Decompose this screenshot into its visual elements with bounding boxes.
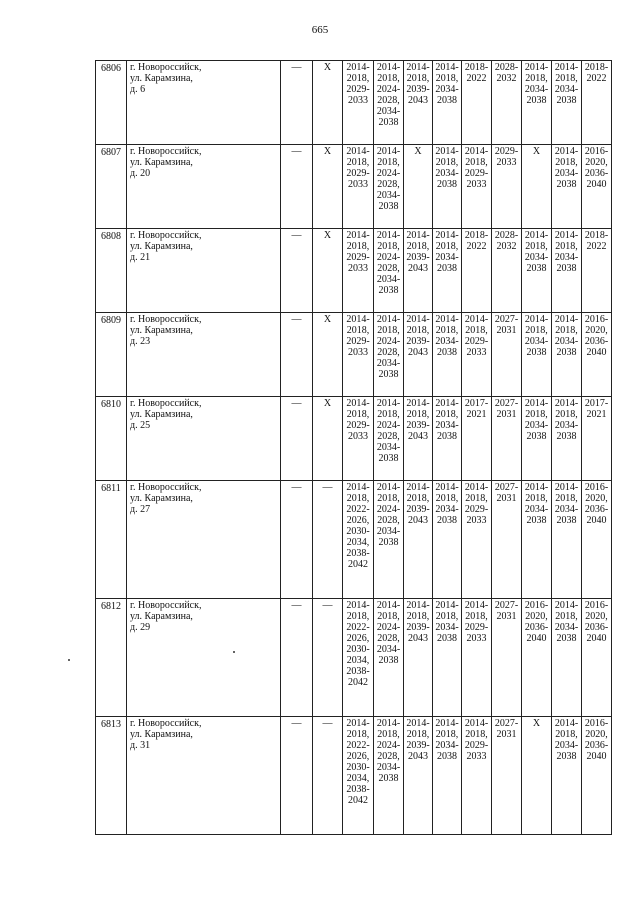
period-cell: 2014- 2018, 2029- 2033 [343, 313, 374, 397]
table-row [96, 599, 612, 717]
page-number: 665 [311, 24, 329, 36]
table-row [96, 717, 612, 835]
marker-cell: — [281, 145, 313, 229]
row-number: 6813 [96, 717, 127, 835]
address-cell: г. Новороссийск, ул. Карамзина, д. 29 [127, 599, 281, 717]
table-row [96, 61, 612, 145]
period-cell: 2014- 2018, 2024- 2028, 2034- 2038 [374, 61, 404, 145]
period-cell: 2014- 2018, 2024- 2028, 2034- 2038 [374, 397, 404, 481]
period-cell: 2014- 2018, 2029- 2033 [343, 229, 374, 313]
period-cell: 2014- 2018, 2034- 2038 [552, 313, 582, 397]
marker-cell: — [281, 313, 313, 397]
table-row [96, 229, 612, 313]
period-cell: X [404, 145, 433, 229]
period-cell: 2014- 2018, 2034- 2038 [433, 313, 462, 397]
period-cell: 2014- 2018, 2029- 2033 [462, 481, 492, 599]
period-cell: 2014- 2018, 2034- 2038 [522, 229, 552, 313]
period-cell: 2014- 2018, 2022- 2026, 2030- 2034, 2038- 2042 [343, 717, 374, 835]
period-cell: 2018- 2022 [462, 229, 492, 313]
address-cell: г. Новороссийск, ул. Карамзина, д. 27 [127, 481, 281, 599]
period-cell: 2016- 2020, 2036- 2040 [582, 599, 612, 717]
period-cell: 2014- 2018, 2039- 2043 [404, 313, 433, 397]
period-cell: 2014- 2018, 2034- 2038 [433, 717, 462, 835]
period-cell: 2016- 2020, 2036- 2040 [522, 599, 552, 717]
marker-cell: X [313, 229, 343, 313]
scan-speck [233, 651, 235, 653]
period-cell: 2014- 2018, 2022- 2026, 2030- 2034, 2038- 2042 [343, 481, 374, 599]
period-cell: 2014- 2018, 2034- 2038 [433, 229, 462, 313]
period-cell: 2018- 2022 [582, 61, 612, 145]
marker-cell: — [281, 61, 313, 145]
period-cell: 2027- 2031 [492, 599, 522, 717]
marker-cell: — [281, 229, 313, 313]
period-cell: 2014- 2018, 2039- 2043 [404, 229, 433, 313]
period-cell: 2014- 2018, 2039- 2043 [404, 481, 433, 599]
address-cell: г. Новороссийск, ул. Карамзина, д. 20 [127, 145, 281, 229]
period-cell: 2014- 2018, 2029- 2033 [462, 717, 492, 835]
period-cell: 2014- 2018, 2034- 2038 [552, 61, 582, 145]
period-cell: 2016- 2020, 2036- 2040 [582, 481, 612, 599]
period-cell: 2014- 2018, 2034- 2038 [433, 397, 462, 481]
scan-speck [68, 659, 70, 661]
period-cell: 2017- 2021 [582, 397, 612, 481]
marker-cell: X [313, 145, 343, 229]
period-cell: 2028- 2032 [492, 61, 522, 145]
period-cell: 2014- 2018, 2024- 2028, 2034- 2038 [374, 717, 404, 835]
period-cell: 2014- 2018, 2024- 2028, 2034- 2038 [374, 229, 404, 313]
period-cell: 2016- 2020, 2036- 2040 [582, 145, 612, 229]
period-cell: 2014- 2018, 2024- 2028, 2034- 2038 [374, 481, 404, 599]
address-cell: г. Новороссийск, ул. Карамзина, д. 31 [127, 717, 281, 835]
marker-cell: — [281, 599, 313, 717]
marker-cell: — [281, 717, 313, 835]
period-cell: 2014- 2018, 2034- 2038 [522, 397, 552, 481]
period-cell: 2014- 2018, 2029- 2033 [462, 599, 492, 717]
period-cell: 2018- 2022 [582, 229, 612, 313]
period-cell: 2014- 2018, 2034- 2038 [552, 717, 582, 835]
table-row [96, 397, 612, 481]
period-cell: 2014- 2018, 2024- 2028, 2034- 2038 [374, 145, 404, 229]
marker-cell: — [281, 481, 313, 599]
period-cell: 2014- 2018, 2034- 2038 [552, 481, 582, 599]
table-row [96, 313, 612, 397]
period-cell: 2014- 2018, 2039- 2043 [404, 397, 433, 481]
address-cell: г. Новороссийск, ул. Карамзина, д. 6 [127, 61, 281, 145]
period-cell: 2014- 2018, 2034- 2038 [552, 397, 582, 481]
period-cell: 2014- 2018, 2039- 2043 [404, 717, 433, 835]
period-cell: 2027- 2031 [492, 481, 522, 599]
address-cell: г. Новороссийск, ул. Карамзина, д. 23 [127, 313, 281, 397]
period-cell: 2014- 2018, 2039- 2043 [404, 61, 433, 145]
period-cell: 2029- 2033 [492, 145, 522, 229]
period-cell: 2027- 2031 [492, 397, 522, 481]
period-cell: 2014- 2018, 2039- 2043 [404, 599, 433, 717]
table-row [96, 145, 612, 229]
period-cell: X [522, 717, 552, 835]
repair-schedule-table [95, 60, 612, 835]
row-number: 6809 [96, 313, 127, 397]
period-cell: 2018- 2022 [462, 61, 492, 145]
address-cell: г. Новороссийск, ул. Карамзина, д. 25 [127, 397, 281, 481]
row-number: 6812 [96, 599, 127, 717]
marker-cell: X [313, 313, 343, 397]
period-cell: 2014- 2018, 2034- 2038 [522, 481, 552, 599]
period-cell: 2014- 2018, 2029- 2033 [462, 145, 492, 229]
period-cell: 2027- 2031 [492, 313, 522, 397]
period-cell: 2028- 2032 [492, 229, 522, 313]
row-number: 6808 [96, 229, 127, 313]
period-cell: 2014- 2018, 2034- 2038 [433, 599, 462, 717]
period-cell: 2014- 2018, 2029- 2033 [343, 145, 374, 229]
marker-cell: X [313, 397, 343, 481]
period-cell: 2016- 2020, 2036- 2040 [582, 313, 612, 397]
period-cell: 2014- 2018, 2029- 2033 [343, 61, 374, 145]
marker-cell: — [313, 599, 343, 717]
period-cell: 2014- 2018, 2022- 2026, 2030- 2034, 2038- 2042 [343, 599, 374, 717]
period-cell: 2014- 2018, 2029- 2033 [462, 313, 492, 397]
address-cell: г. Новороссийск, ул. Карамзина, д. 21 [127, 229, 281, 313]
row-number: 6806 [96, 61, 127, 145]
period-cell: 2014- 2018, 2024- 2028, 2034- 2038 [374, 313, 404, 397]
period-cell: 2014- 2018, 2034- 2038 [552, 229, 582, 313]
period-cell: 2027- 2031 [492, 717, 522, 835]
marker-cell: — [281, 397, 313, 481]
period-cell: 2014- 2018, 2034- 2038 [552, 145, 582, 229]
marker-cell: — [313, 481, 343, 599]
period-cell: 2014- 2018, 2034- 2038 [552, 599, 582, 717]
period-cell: 2014- 2018, 2034- 2038 [522, 61, 552, 145]
table-row [96, 481, 612, 599]
row-number: 6811 [96, 481, 127, 599]
period-cell: 2016- 2020, 2036- 2040 [582, 717, 612, 835]
period-cell: 2014- 2018, 2024- 2028, 2034- 2038 [374, 599, 404, 717]
period-cell: 2017- 2021 [462, 397, 492, 481]
period-cell: 2014- 2018, 2034- 2038 [433, 145, 462, 229]
row-number: 6807 [96, 145, 127, 229]
marker-cell: X [313, 61, 343, 145]
period-cell: X [522, 145, 552, 229]
period-cell: 2014- 2018, 2034- 2038 [433, 481, 462, 599]
period-cell: 2014- 2018, 2034- 2038 [433, 61, 462, 145]
row-number: 6810 [96, 397, 127, 481]
period-cell: 2014- 2018, 2034- 2038 [522, 313, 552, 397]
period-cell: 2014- 2018, 2029- 2033 [343, 397, 374, 481]
marker-cell: — [313, 717, 343, 835]
